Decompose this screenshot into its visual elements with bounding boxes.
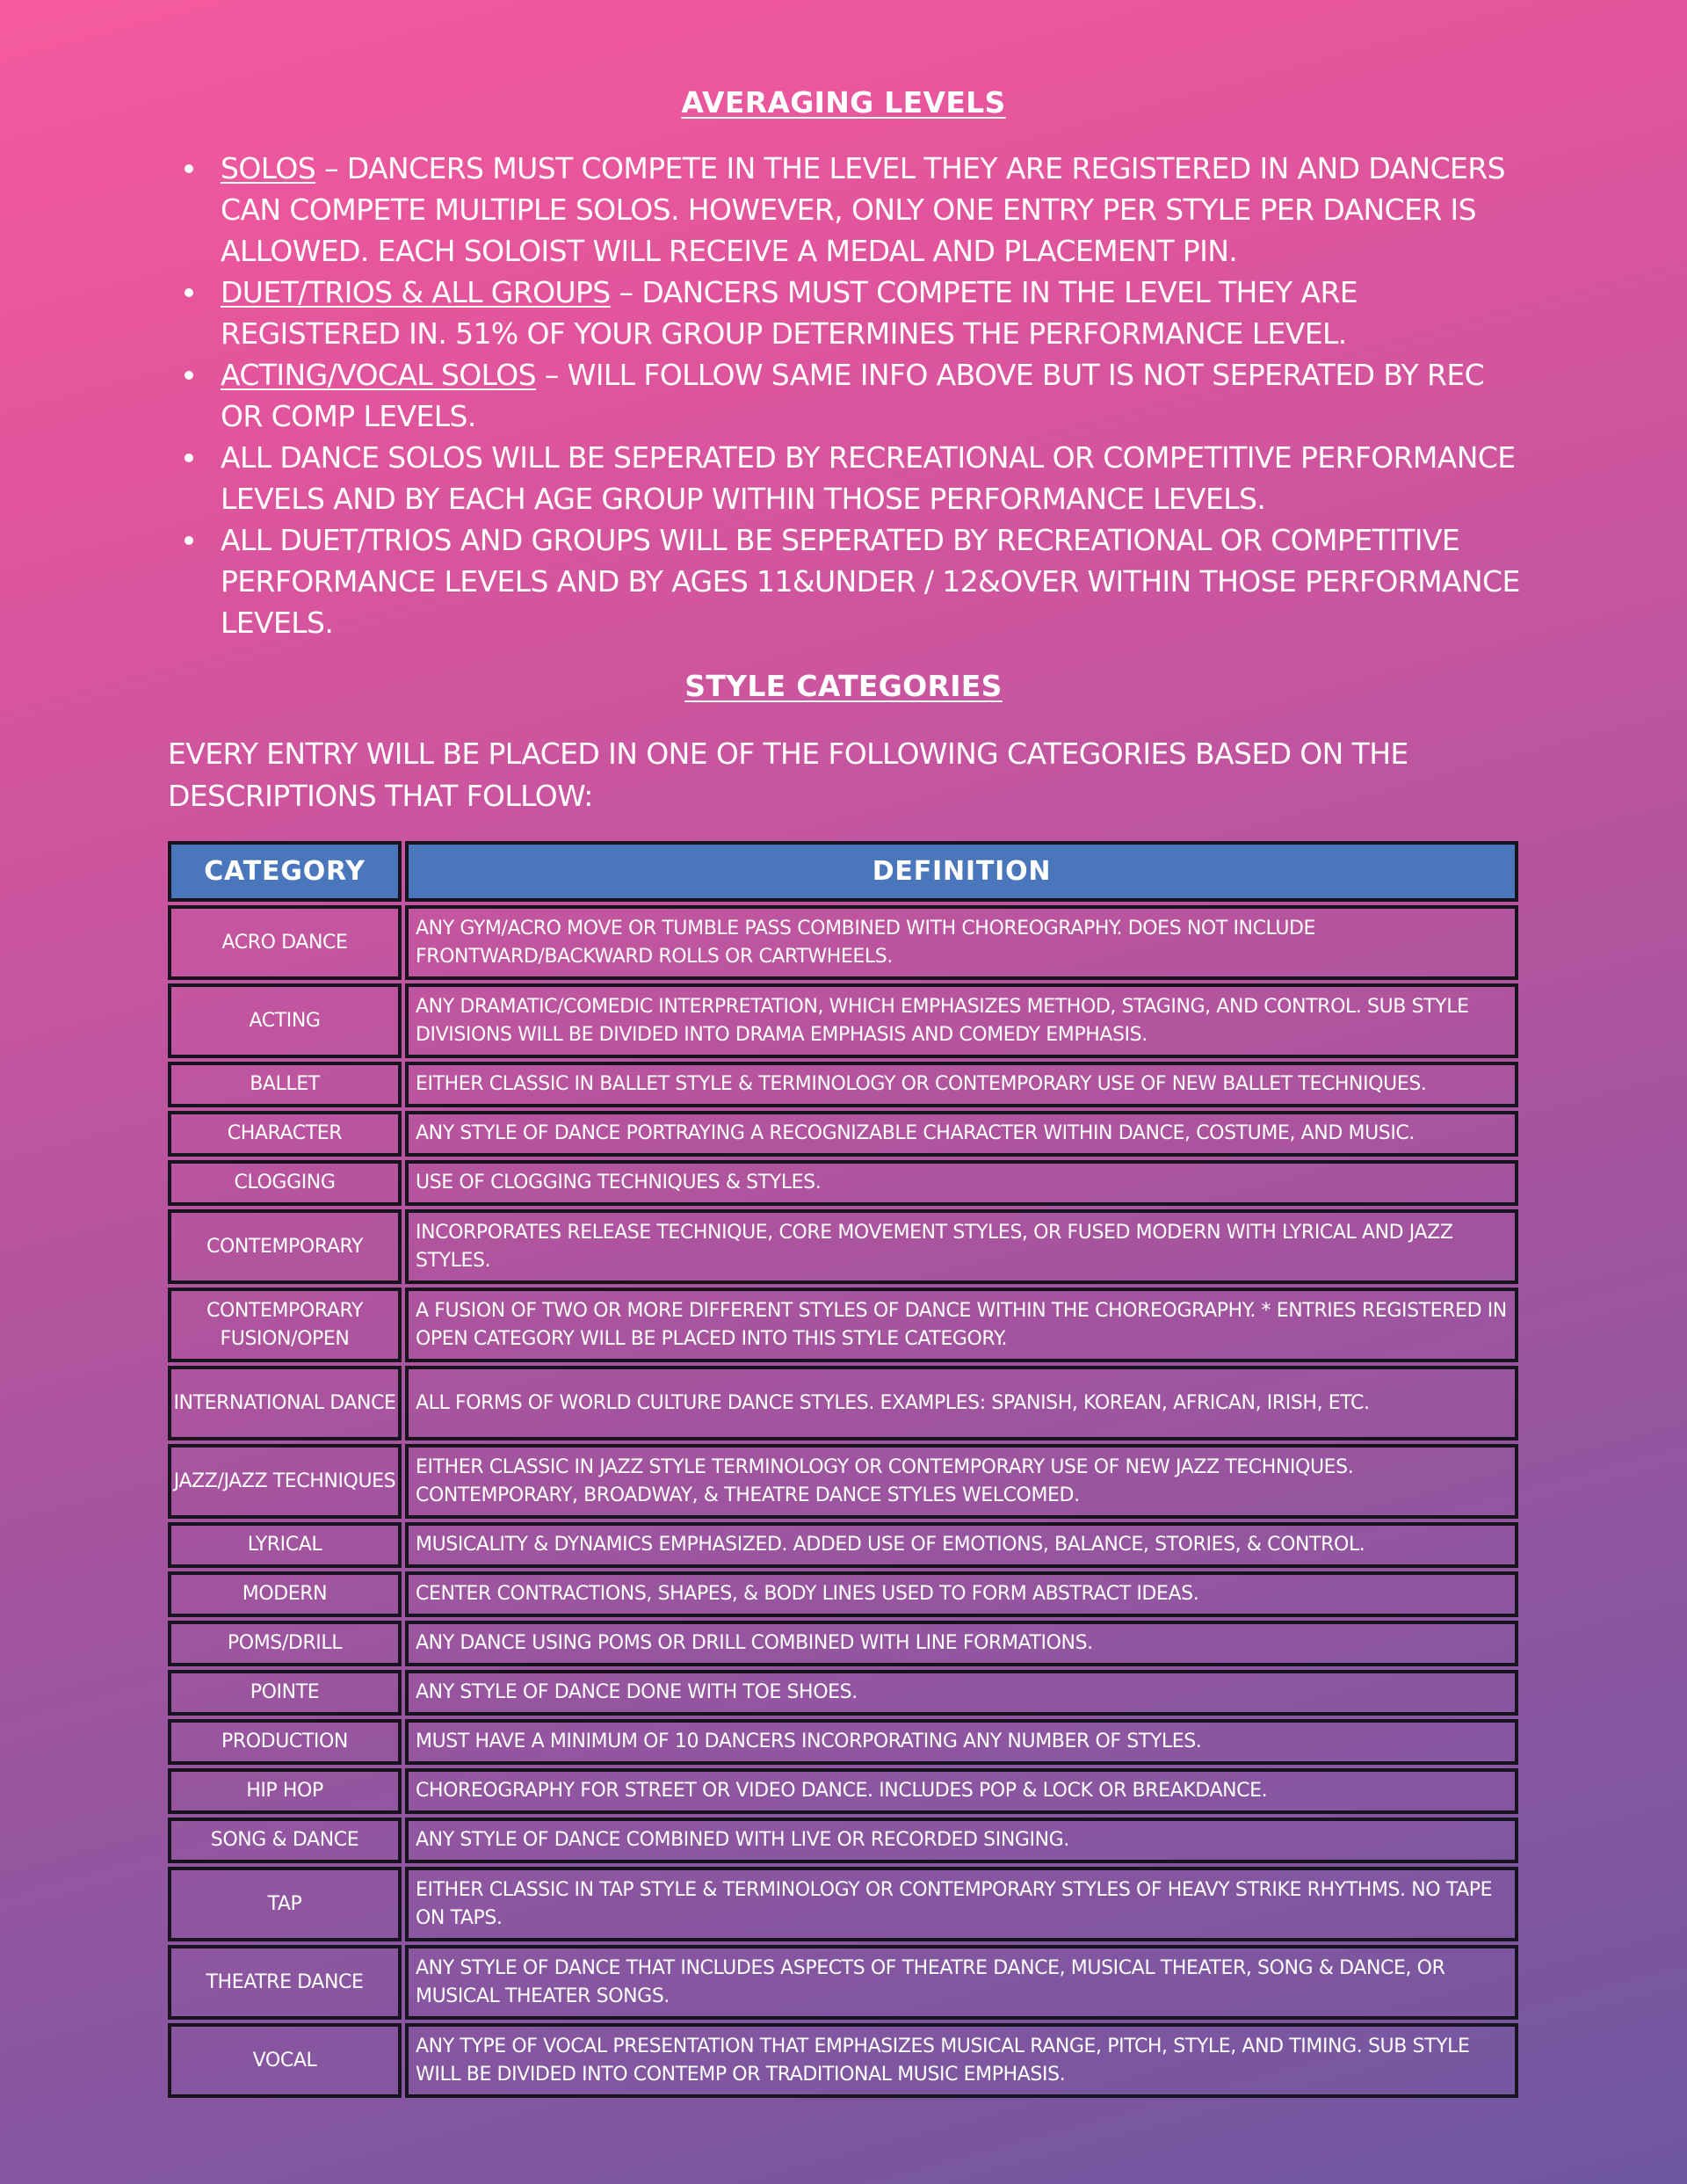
table-row	[168, 1621, 1518, 1666]
bullet-lead: SOLOS	[221, 151, 316, 185]
category-cell: ACTING	[168, 983, 402, 1058]
category-cell: PRODUCTION	[168, 1719, 402, 1765]
table-row	[168, 1209, 1518, 1284]
category-cell: POMS/DRILL	[168, 1621, 402, 1666]
table-row	[168, 1062, 1518, 1107]
table-row	[168, 1111, 1518, 1157]
definition-cell: EITHER CLASSIC IN JAZZ STYLE TERMINOLOGY OR CONTEMPORARY USE OF NEW JAZZ TECHNIQUES. CONTEMPORARY, BROADWAY, & THEATRE DANCE STYLES WELCOMED.	[405, 1444, 1518, 1519]
bullet-lead: ACTING/VOCAL SOLOS	[221, 358, 537, 392]
definition-column-header: DEFINITION	[405, 841, 1518, 902]
style-categories-intro: EVERY ENTRY WILL BE PLACED IN ONE OF THE FOLLOWING CATEGORIES BASED ON THE DESCRIPTIONS THAT FOLLOW:	[168, 736, 1408, 813]
category-cell: JAZZ/JAZZ TECHNIQUES	[168, 1444, 402, 1519]
style-categories-title: STYLE CATEGORIES	[684, 669, 1003, 703]
definition-cell: CENTER CONTRACTIONS, SHAPES, & BODY LINES USED TO FORM ABSTRACT IDEAS.	[405, 1571, 1518, 1617]
table-row	[168, 2023, 1518, 2098]
table-header-row	[168, 841, 1518, 902]
category-cell: SONG & DANCE	[168, 1818, 402, 1863]
bullet-text: – WILL FOLLOW SAME INFO ABOVE BUT IS NOT SEPERATED BY REC OR COMP LEVELS.	[221, 358, 1485, 433]
definition-cell: ANY STYLE OF DANCE DONE WITH TOE SHOES.	[405, 1670, 1518, 1716]
list-item	[185, 272, 1520, 354]
definition-cell: CHOREOGRAPHY FOR STREET OR VIDEO DANCE. INCLUDES POP & LOCK OR BREAKDANCE.	[405, 1768, 1518, 1814]
bullet-text: ALL DANCE SOLOS WILL BE SEPERATED BY RECREATIONAL OR COMPETITIVE PERFORMANCE LEVELS AND BY EACH AGE GROUP WITHIN THOSE PERFORMANCE LEVELS.	[221, 440, 1516, 516]
category-cell: CONTEMPORARY	[168, 1209, 402, 1284]
list-item	[185, 354, 1520, 437]
category-cell: ACRO DANCE	[168, 905, 402, 980]
category-cell: CHARACTER	[168, 1111, 402, 1157]
table-row	[168, 1366, 1518, 1440]
category-cell: TAP	[168, 1867, 402, 1941]
category-cell: MODERN	[168, 1571, 402, 1617]
definition-cell: ANY TYPE OF VOCAL PRESENTATION THAT EMPHASIZES MUSICAL RANGE, PITCH, STYLE, AND TIMING. SUB STYLE WILL BE DIVIDED INTO CONTEMP OR TRADITIONAL MUSIC EMPHASIS.	[405, 2023, 1518, 2098]
definition-cell: EITHER CLASSIC IN BALLET STYLE & TERMINOLOGY OR CONTEMPORARY USE OF NEW BALLET TECHNIQUES.	[405, 1062, 1518, 1107]
definition-cell: USE OF CLOGGING TECHNIQUES & STYLES.	[405, 1160, 1518, 1206]
definition-cell: A FUSION OF TWO OR MORE DIFFERENT STYLES OF DANCE WITHIN THE CHOREOGRAPHY. * ENTRIES REGISTERED IN OPEN CATEGORY WILL BE PLACED INTO THIS STYLE CATEGORY.	[405, 1288, 1518, 1362]
table-row	[168, 1719, 1518, 1765]
list-item	[185, 148, 1520, 272]
category-cell: POINTE	[168, 1670, 402, 1716]
list-item	[185, 519, 1520, 643]
bullet-lead: DUET/TRIOS & ALL GROUPS	[221, 275, 611, 309]
definition-cell: EITHER CLASSIC IN TAP STYLE & TERMINOLOGY OR CONTEMPORARY STYLES OF HEAVY STRIKE RHYTHMS. NO TAPE ON TAPS.	[405, 1867, 1518, 1941]
table-row	[168, 1768, 1518, 1814]
averaging-levels-list	[185, 148, 1520, 643]
table-row	[168, 1444, 1518, 1519]
table-row	[168, 1818, 1518, 1863]
table-row	[168, 1571, 1518, 1617]
definition-cell: ANY DANCE USING POMS OR DRILL COMBINED WITH LINE FORMATIONS.	[405, 1621, 1518, 1666]
style-categories-table	[168, 841, 1518, 2101]
category-column-header: CATEGORY	[168, 841, 402, 902]
category-cell: THEATRE DANCE	[168, 1945, 402, 2020]
bullet-text: – DANCERS MUST COMPETE IN THE LEVEL THEY ARE REGISTERED IN AND DANCERS CAN COMPETE MULTIPLE SOLOS. HOWEVER, ONLY ONE ENTRY PER STYLE PER DANCER IS ALLOWED. EACH SOLOIST WILL RECEIVE A MEDAL AND PLACEMENT PIN.	[221, 151, 1505, 268]
category-cell: HIP HOP	[168, 1768, 402, 1814]
category-cell: INTERNATIONAL DANCE	[168, 1366, 402, 1440]
definition-cell: INCORPORATES RELEASE TECHNIQUE, CORE MOVEMENT STYLES, OR FUSED MODERN WITH LYRICAL AND JAZZ STYLES.	[405, 1209, 1518, 1284]
table-row	[168, 1945, 1518, 2020]
table-row	[168, 1670, 1518, 1716]
definition-cell: MUST HAVE A MINIMUM OF 10 DANCERS INCORPORATING ANY NUMBER OF STYLES.	[405, 1719, 1518, 1765]
definition-cell: ANY STYLE OF DANCE COMBINED WITH LIVE OR RECORDED SINGING.	[405, 1818, 1518, 1863]
definition-cell: ANY STYLE OF DANCE THAT INCLUDES ASPECTS OF THEATRE DANCE, MUSICAL THEATER, SONG & DANCE, OR MUSICAL THEATER SONGS.	[405, 1945, 1518, 2020]
definition-cell: ANY GYM/ACRO MOVE OR TUMBLE PASS COMBINED WITH CHOREOGRAPHY. DOES NOT INCLUDE FRONTWARD/BACKWARD ROLLS OR CARTWHEELS.	[405, 905, 1518, 980]
category-cell: VOCAL	[168, 2023, 402, 2098]
definition-cell: ALL FORMS OF WORLD CULTURE DANCE STYLES. EXAMPLES: SPANISH, KOREAN, AFRICAN, IRISH, ETC.	[405, 1366, 1518, 1440]
category-cell: LYRICAL	[168, 1522, 402, 1568]
definition-cell: MUSICALITY & DYNAMICS EMPHASIZED. ADDED USE OF EMOTIONS, BALANCE, STORIES, & CONTROL.	[405, 1522, 1518, 1568]
bullet-text: ALL DUET/TRIOS AND GROUPS WILL BE SEPERATED BY RECREATIONAL OR COMPETITIVE PERFORMANCE LEVELS AND BY AGES 11&UNDER / 12&OVER WITHIN THOSE PERFORMANCE LEVELS.	[221, 523, 1520, 640]
category-cell: BALLET	[168, 1062, 402, 1107]
definition-cell: ANY DRAMATIC/COMEDIC INTERPRETATION, WHICH EMPHASIZES METHOD, STAGING, AND CONTROL. SUB STYLE DIVISIONS WILL BE DIVIDED INTO DRAMA EMPHASIS AND COMEDY EMPHASIS.	[405, 983, 1518, 1058]
table-row	[168, 905, 1518, 980]
list-item	[185, 437, 1520, 519]
category-cell: CONTEMPORARY FUSION/OPEN	[168, 1288, 402, 1362]
bullet-text: – DANCERS MUST COMPETE IN THE LEVEL THEY ARE REGISTERED IN. 51% OF YOUR GROUP DETERMINES THE PERFORMANCE LEVEL.	[221, 275, 1358, 351]
category-cell: CLOGGING	[168, 1160, 402, 1206]
table-row	[168, 983, 1518, 1058]
averaging-levels-title: AVERAGING LEVELS	[681, 85, 1006, 120]
table-row	[168, 1867, 1518, 1941]
table-row	[168, 1160, 1518, 1206]
table-row	[168, 1288, 1518, 1362]
definition-cell: ANY STYLE OF DANCE PORTRAYING A RECOGNIZABLE CHARACTER WITHIN DANCE, COSTUME, AND MUSIC.	[405, 1111, 1518, 1157]
table-row	[168, 1522, 1518, 1568]
